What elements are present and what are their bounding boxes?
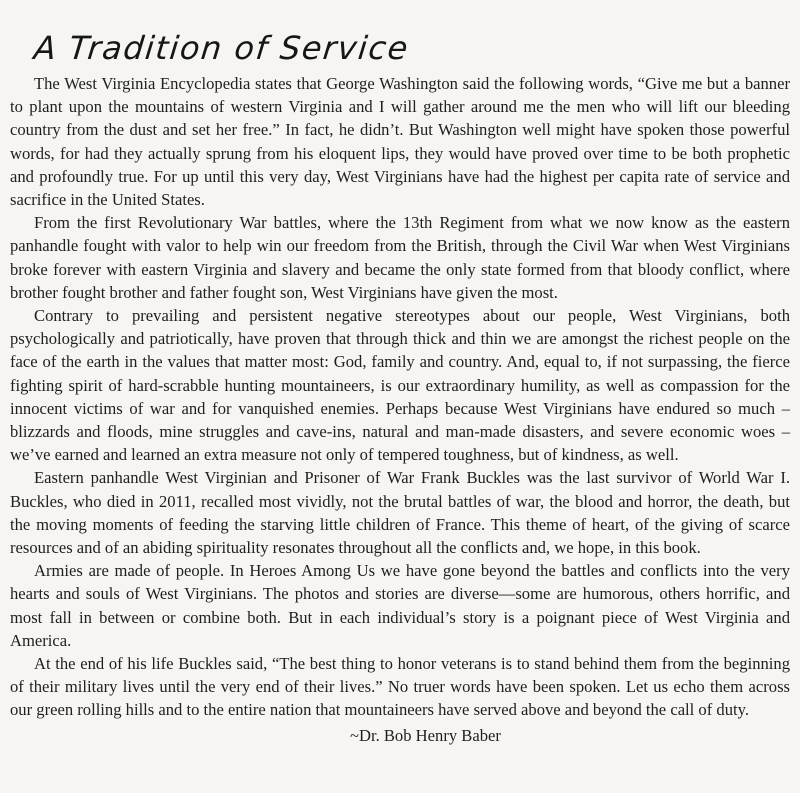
author-signature: ~Dr. Bob Henry Baber <box>350 725 501 745</box>
paragraph-washington: The West Virginia Encyclopedia states that George Washington said the following words, “Give me but a banner to plant upon the mountains of western Virginia and I will gather around me the men who will lift our bleeding country from the dust and set her free.” In fact, he didn’t. But Washington well might have spoken those powerful words, for had they actually sprung from his eloquent lips, they would have proved over time to be both prophetic and profoundly true. For up until this very day, West Virginians have had the highest per capita rate of service and sacrifice in the United States. <box>10 74 790 210</box>
paragraph-honor-veterans: At the end of his life Buckles said, “The best thing to honor veterans is to stand behind them from the beginning of their military lives until the very end of their lives.” No truer words have been spoken. Let us echo them across our green rolling hills and to the entire nation that mountaineers have served above and beyond the call of duty. <box>10 654 790 720</box>
paragraph-armies: Armies are made of people. In Heroes Among Us we have gone beyond the battles and conflicts into the very hearts and souls of West Virginians. The photos and stories are diverse—some are humorous, others horrific, and most fall in between or combine both. But in each individual’s story is a poignant piece of West Virginia and America. <box>10 561 790 650</box>
body-text <box>10 72 790 722</box>
paragraph-revolutionary-war: From the first Revolutionary War battles, where the 13th Regiment from what we now know as the eastern panhandle fought with valor to help win our freedom from the British, through the Civil War when West Virginians broke forever with eastern Virginia and slavery and became the only state formed from that bloody conflict, where brother fought brother and father fought son, West Virginians have given the most. <box>10 213 790 302</box>
page-title: A Tradition of Service <box>32 29 411 67</box>
paragraph-stereotypes: Contrary to prevailing and persistent negative stereotypes about our people, West Virginians, both psychologically and patriotically, have proven that through thick and thin we are amongst the richest people on the face of the earth in the values that matter most: God, family and country. And, equal to, if not surpassing, the fierce fighting spirit of hard-scrabble hunting mountaineers, is our extraordinary humility, as well as compassion for the innocent victims of war and for vanquished enemies. Perhaps because West Virginians have endured so much – blizzards and floods, mine struggles and cave-ins, natural and man-made disasters, and severe economic woes – we’ve earned and learned an extra measure not only of tempered toughness, but of kindness, as well. <box>10 306 790 465</box>
paragraph-frank-buckles: Eastern panhandle West Virginian and Prisoner of War Frank Buckles was the last survivor of World War I. Buckles, who died in 2011, recalled most vividly, not the brutal battles of war, the blood and horror, the death, but the moving moments of feeding the starving little children of France. This theme of heart, of the giving of scarce resources and of an abiding spirituality resonates throughout all the conflicts and, we hope, in this book. <box>10 468 790 558</box>
